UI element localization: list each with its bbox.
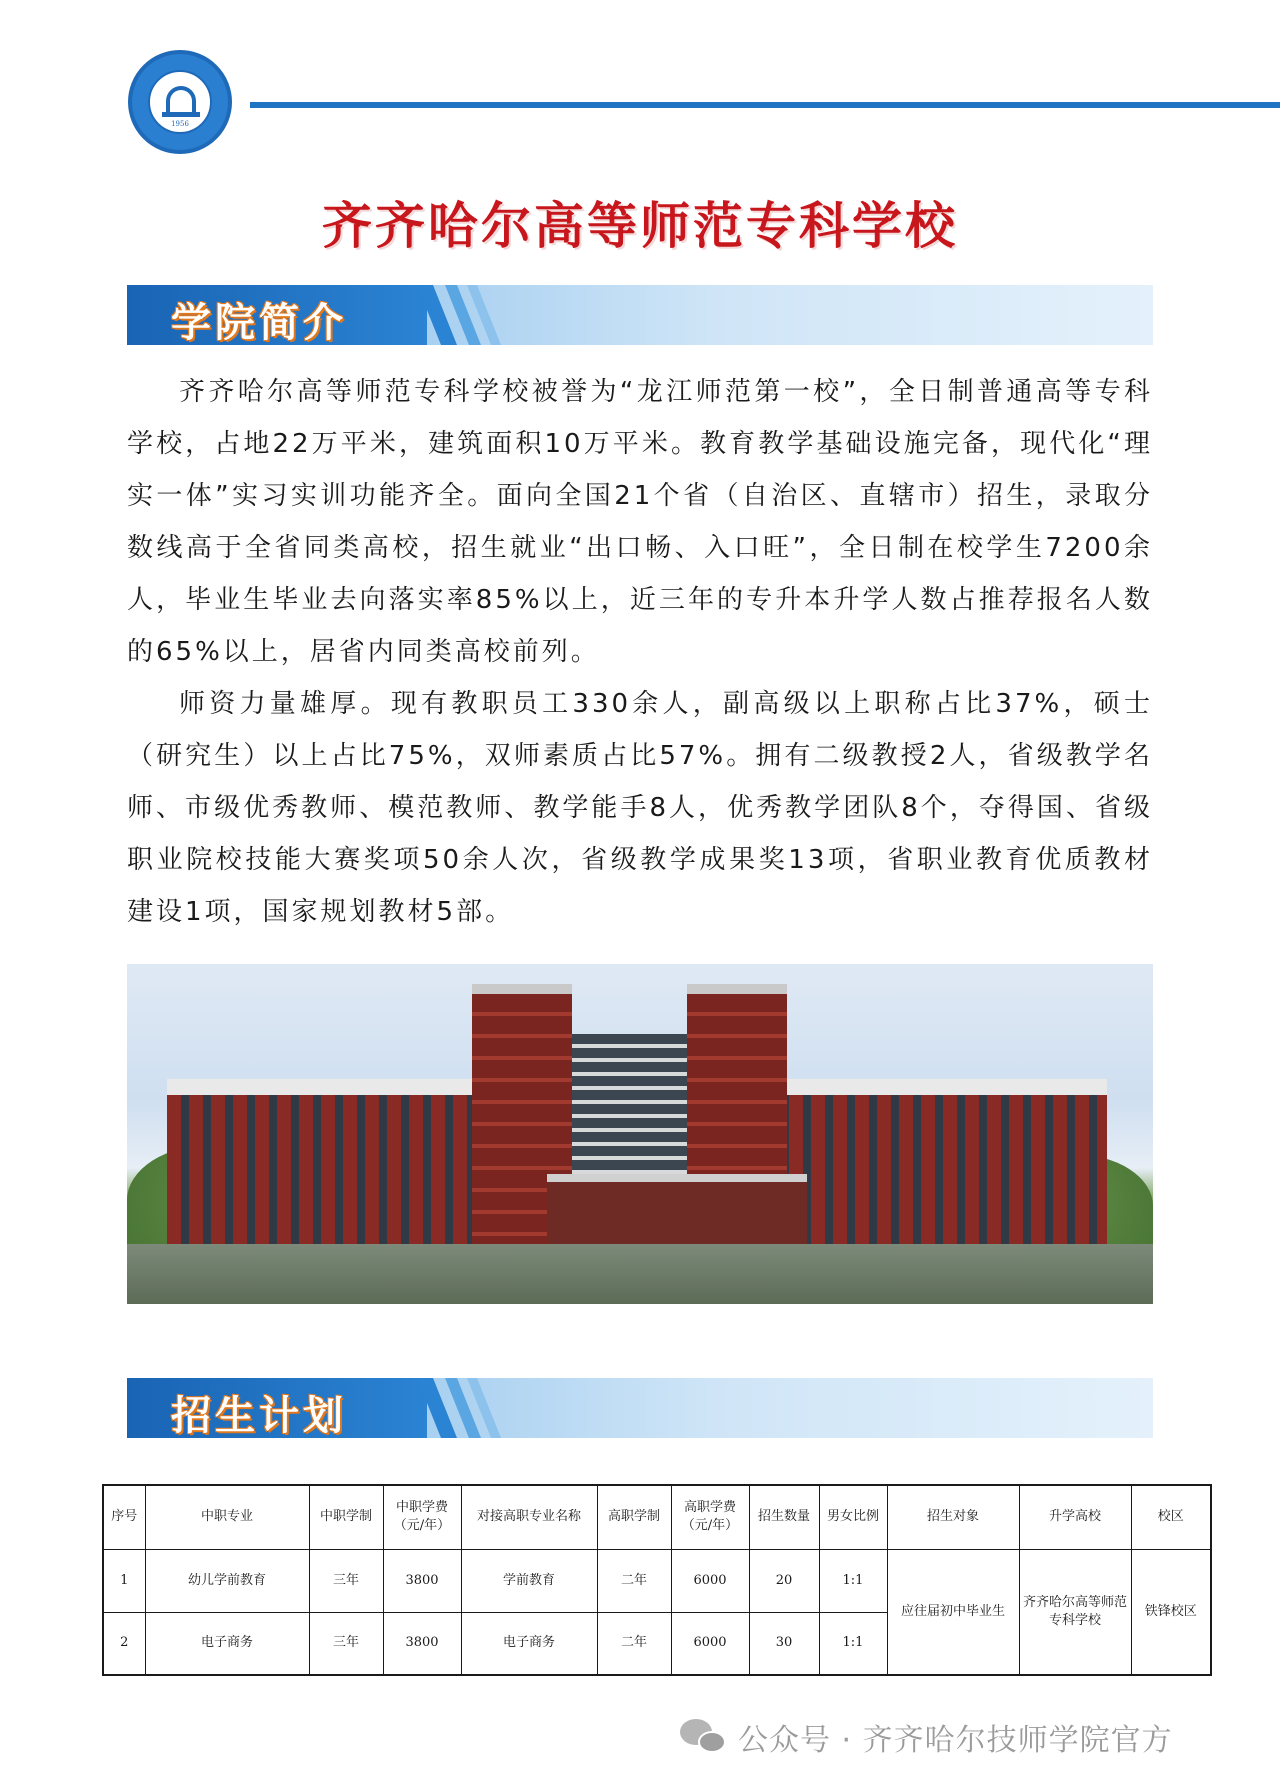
cell-hv-years: 二年 xyxy=(597,1549,671,1612)
header-college: 升学高校 xyxy=(1019,1485,1131,1549)
header-years: 中职学制 xyxy=(309,1485,383,1549)
header-target: 招生对象 xyxy=(887,1485,1019,1549)
cell-hv-fee: 6000 xyxy=(671,1549,749,1612)
wechat-watermark xyxy=(680,1712,1173,1762)
cell-years: 三年 xyxy=(309,1612,383,1675)
header-divider xyxy=(250,102,1280,108)
cell-college: 齐齐哈尔高等师范专科学校 xyxy=(1019,1549,1131,1675)
watermark-text: 公众号 · 齐齐哈尔技师学院官方 xyxy=(738,1723,1173,1758)
cell-major: 幼儿学前教育 xyxy=(145,1549,309,1612)
header-fee: 中职学费（元/年） xyxy=(383,1485,461,1549)
logo-arch-icon xyxy=(166,86,196,112)
table-header-row xyxy=(103,1485,1211,1549)
cell-target: 应往届初中毕业生 xyxy=(887,1549,1019,1675)
logo-emblem xyxy=(148,70,212,134)
cell-no: 2 xyxy=(103,1612,145,1675)
intro-text xyxy=(127,366,1153,938)
header-ratio: 男女比例 xyxy=(819,1485,887,1549)
cell-hv-major: 电子商务 xyxy=(461,1612,597,1675)
cell-fee: 3800 xyxy=(383,1612,461,1675)
school-logo xyxy=(128,50,232,154)
logo-year: 1956 xyxy=(171,120,189,128)
section-banner-plan xyxy=(127,1378,1153,1438)
cell-hv-fee: 6000 xyxy=(671,1612,749,1675)
cell-major: 电子商务 xyxy=(145,1612,309,1675)
cell-years: 三年 xyxy=(309,1549,383,1612)
section-heading-intro: 学院简介 xyxy=(171,300,347,346)
header-hv-years: 高职学制 xyxy=(597,1485,671,1549)
page-title: 齐齐哈尔高等师范专科学校 xyxy=(322,196,958,255)
cell-hv-years: 二年 xyxy=(597,1612,671,1675)
header-no: 序号 xyxy=(103,1485,145,1549)
header-hv-major: 对接高职专业名称 xyxy=(461,1485,597,1549)
cell-no: 1 xyxy=(103,1549,145,1612)
header-count: 招生数量 xyxy=(749,1485,819,1549)
logo-base-icon xyxy=(162,112,200,117)
table-row xyxy=(103,1549,1211,1612)
cell-count: 20 xyxy=(749,1549,819,1612)
cell-count: 30 xyxy=(749,1612,819,1675)
header-campus: 校区 xyxy=(1131,1485,1211,1549)
enrollment-table xyxy=(102,1484,1212,1676)
cell-hv-major: 学前教育 xyxy=(461,1549,597,1612)
campus-photo xyxy=(127,964,1153,1304)
header-hv-fee: 高职学费（元/年） xyxy=(671,1485,749,1549)
cell-ratio: 1:1 xyxy=(819,1549,887,1612)
cell-ratio: 1:1 xyxy=(819,1612,887,1675)
cell-campus: 铁锋校区 xyxy=(1131,1549,1211,1675)
cell-fee: 3800 xyxy=(383,1549,461,1612)
wechat-icon xyxy=(680,1717,728,1757)
header-major: 中职专业 xyxy=(145,1485,309,1549)
section-banner-intro xyxy=(127,285,1153,345)
intro-paragraph-1: 齐齐哈尔高等师范专科学校被誉为“龙江师范第一校”，全日制普通高等专科学校，占地22万平米，建筑面积10万平米。教育教学基础设施完备，现代化“理实一体”实习实训功能齐全。面向全国21个省（自治区、直辖市）招生，录取分数线高于全省同类高校，招生就业“出口畅、入口旺”，全日制在校学生7200余人，毕业生毕业去向落实率85%以上，近三年的专升本升学人数占推荐报名人数的65%以上，居省内同类高校前列。 xyxy=(127,377,1153,667)
section-heading-plan: 招生计划 xyxy=(171,1393,347,1439)
intro-paragraph-2: 师资力量雄厚。现有教职员工330余人，副高级以上职称占比37%，硕士（研究生）以上占比75%，双师素质占比57%。拥有二级教授2人，省级教学名师、市级优秀教师、模范教师、教学能手8人，优秀教学团队8个，夺得国、省级职业院校技能大赛奖项50余人次，省级教学成果奖13项，省职业教育优质教材建设1项，国家规划教材5部。 xyxy=(127,689,1153,927)
